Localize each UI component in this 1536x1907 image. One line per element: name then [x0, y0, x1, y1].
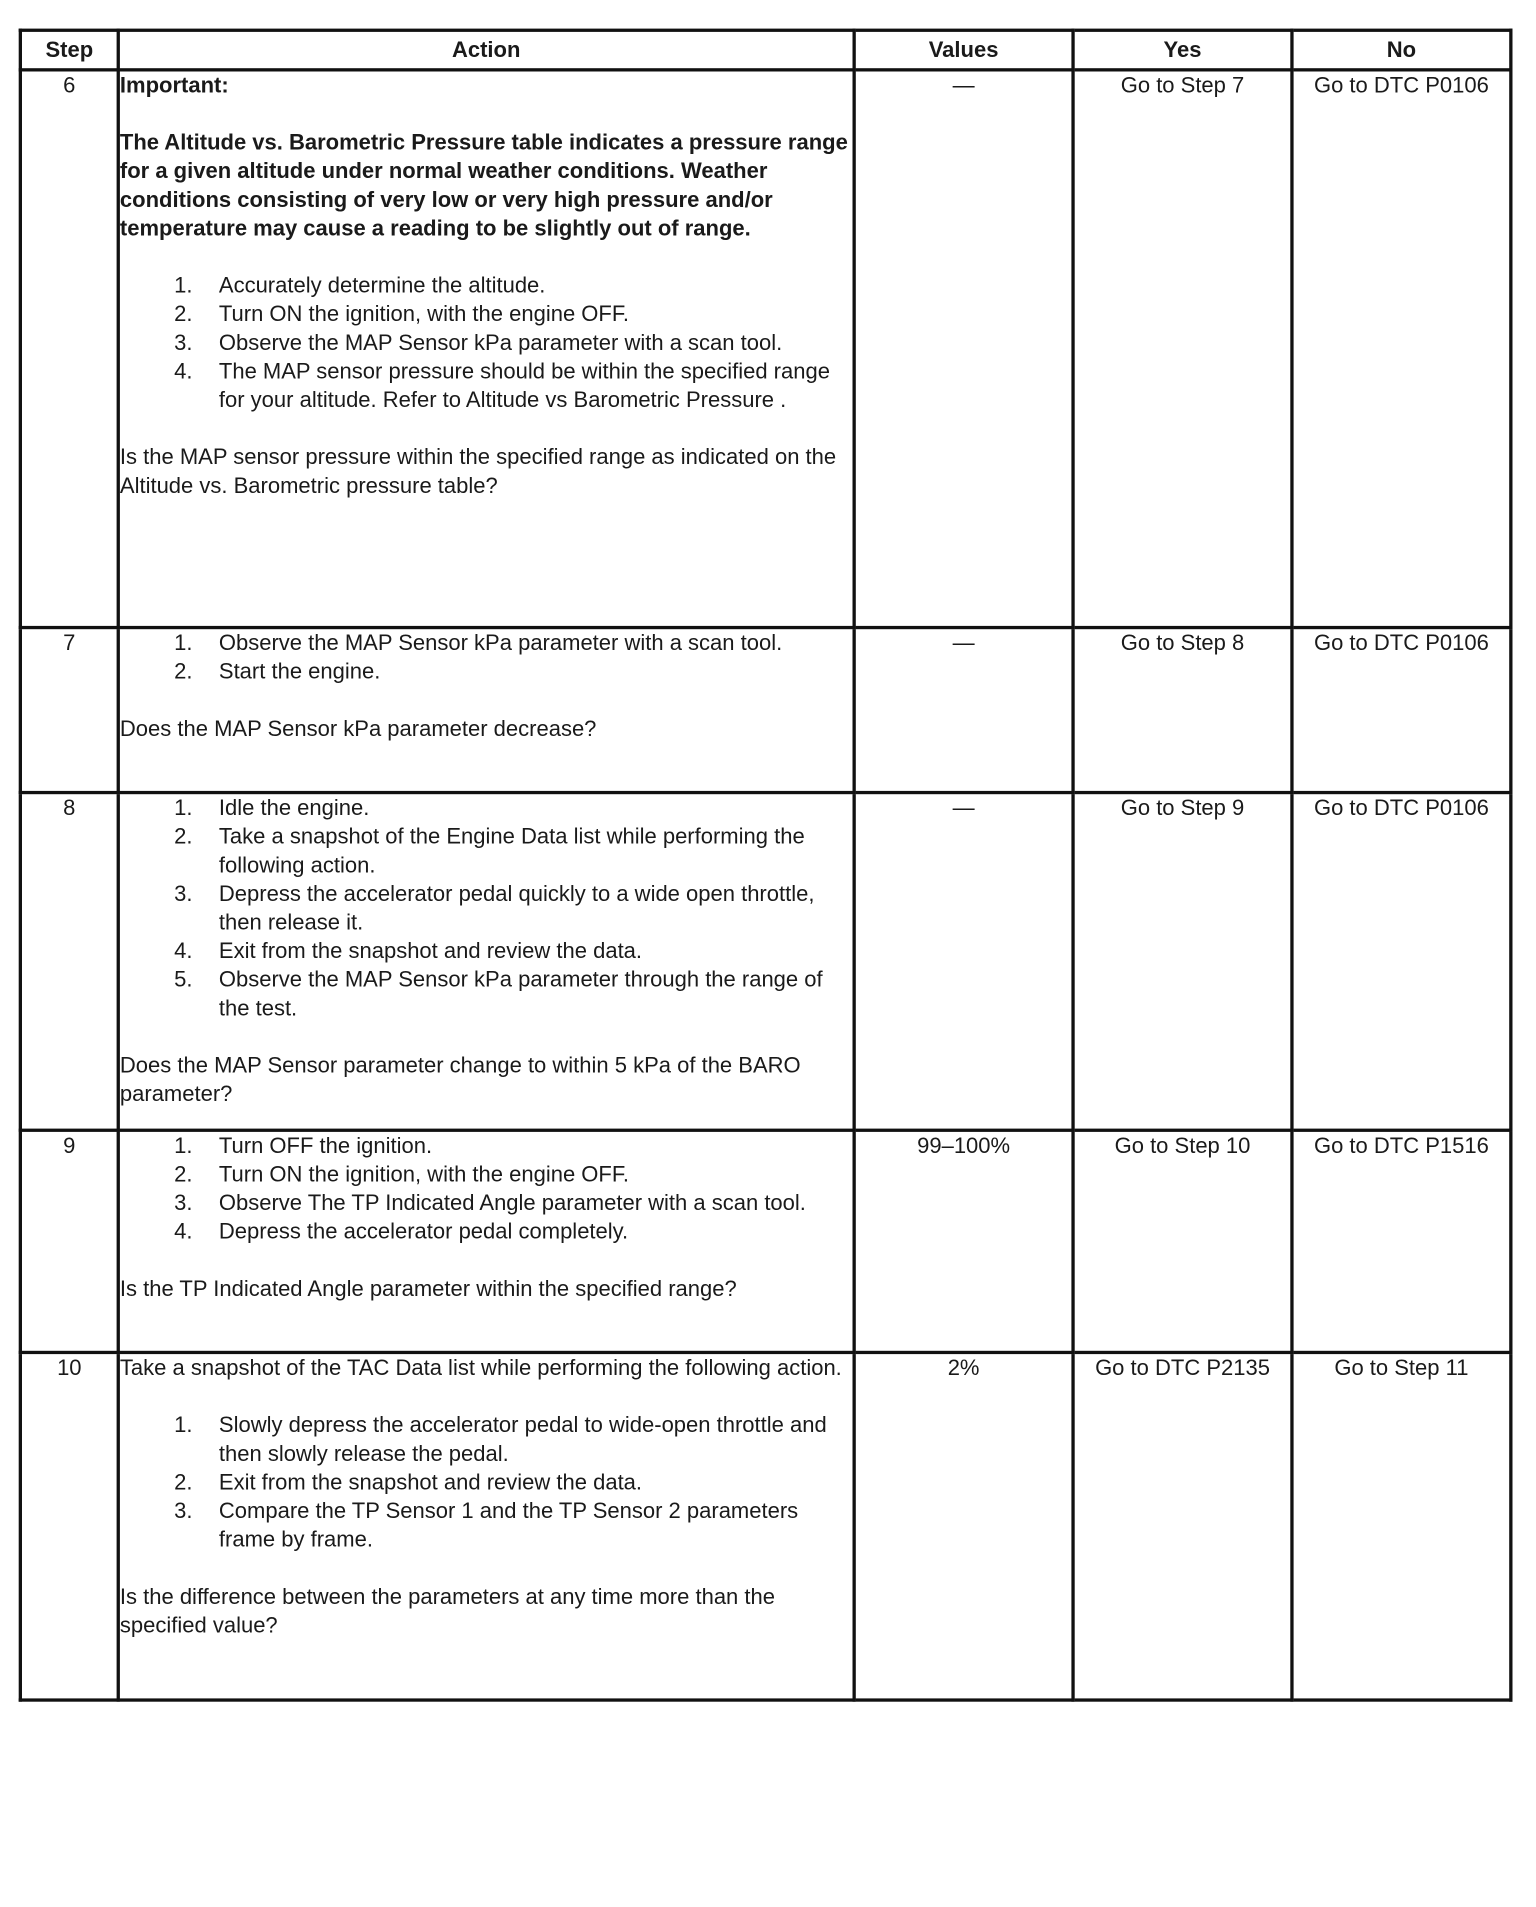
action-steps — [120, 794, 853, 1023]
header-no: No — [1292, 30, 1511, 70]
action-cell — [118, 1352, 854, 1700]
question-text: Is the MAP sensor pressure within the specified range as indicated on the Altitude vs. Barometric pressure table? — [119, 445, 837, 499]
list-item: 4. Exit from the snapshot and review the data. — [174, 939, 643, 964]
list-item: 3. Observe The TP Indicated Angle parameter with a scan tool. — [174, 1191, 806, 1216]
header-action: Action — [118, 30, 854, 70]
action-steps — [120, 1132, 853, 1246]
yes-cell: Go to Step 9 — [1073, 793, 1292, 1131]
question-text: Is the TP Indicated Angle parameter within the specified range? — [119, 1277, 737, 1302]
action-cell — [118, 1130, 854, 1352]
lead-text: Take a snapshot of the TAC Data list while performing the following action. — [119, 1356, 842, 1381]
list-item: 2. Turn ON the ignition, with the engine OFF. — [174, 1162, 629, 1187]
question-text: Does the MAP Sensor kPa parameter decrease? — [119, 717, 597, 742]
list-item: 2. Start the engine. — [174, 660, 381, 685]
yes-cell: Go to Step 10 — [1073, 1130, 1292, 1352]
values-cell: 99–100% — [854, 1130, 1073, 1352]
list-item: 2. Exit from the snapshot and review the data. — [174, 1470, 643, 1495]
action-cell — [118, 628, 854, 793]
step-number: 9 — [20, 1130, 118, 1352]
list-item: 1. Turn OFF the ignition. — [174, 1134, 433, 1159]
header-step: Step — [20, 30, 118, 70]
action-cell — [118, 793, 854, 1131]
table-row — [20, 628, 1511, 793]
question-text: Is the difference between the parameters at any time more than the specified value? — [119, 1585, 775, 1638]
header-row — [20, 30, 1511, 70]
list-item: 3. Observe the MAP Sensor kPa parameter with a scan tool. — [174, 331, 783, 356]
no-cell: Go to Step 11 — [1292, 1352, 1511, 1700]
yes-cell: Go to Step 7 — [1073, 70, 1292, 628]
yes-cell: Go to DTC P2135 — [1073, 1352, 1292, 1700]
list-item: 2. Turn ON the ignition, with the engine OFF. — [174, 302, 629, 327]
list-item: 1. Accurately determine the altitude. — [174, 273, 546, 299]
important-note: The Altitude vs. Barometric Pressure table indicates a pressure range for a given altitude under normal weather conditions. Weather conditions consisting of very low or very high pressure and/or temperature may cause a reading to be slightly out of range. — [119, 130, 848, 241]
list-item: 1. Slowly depress the accelerator pedal to wide-open throttle and then slowly release the pedal. — [174, 1413, 827, 1467]
diagnostic-table — [19, 29, 1513, 1702]
important-title: Important: — [119, 73, 229, 98]
header-yes: Yes — [1073, 30, 1292, 70]
list-item: 1. Observe the MAP Sensor kPa parameter with a scan tool. — [174, 631, 783, 656]
list-item: 1. Idle the engine. — [174, 796, 370, 821]
list-item: 3. Depress the accelerator pedal quickly to a wide open throttle, then release it. — [174, 882, 815, 935]
step-number: 6 — [20, 70, 118, 628]
list-item: 4. The MAP sensor pressure should be within the specified range for your altitude. Refer to Altitude vs Barometric Pressure . — [174, 359, 830, 413]
action-cell — [118, 70, 854, 628]
question-text: Does the MAP Sensor parameter change to within 5 kPa of the BARO parameter? — [119, 1053, 801, 1107]
step-number: 7 — [20, 628, 118, 793]
action-steps — [120, 629, 853, 686]
no-cell: Go to DTC P0106 — [1292, 70, 1511, 628]
list-item: 5. Observe the MAP Sensor kPa parameter through the range of the test. — [174, 968, 823, 1021]
table-row — [20, 1130, 1511, 1352]
table-row — [20, 1352, 1511, 1700]
list-item: 3. Compare the TP Sensor 1 and the TP Sensor 2 parameters frame by frame. — [174, 1499, 799, 1553]
step-number: 8 — [20, 793, 118, 1131]
table-row — [20, 793, 1511, 1131]
no-cell: Go to DTC P0106 — [1292, 628, 1511, 793]
list-item: 2. Take a snapshot of the Engine Data list while performing the following action. — [174, 825, 805, 878]
yes-cell: Go to Step 8 — [1073, 628, 1292, 793]
no-cell: Go to DTC P1516 — [1292, 1130, 1511, 1352]
table-row — [20, 70, 1511, 628]
no-cell: Go to DTC P0106 — [1292, 793, 1511, 1131]
list-item: 4. Depress the accelerator pedal completely. — [174, 1219, 629, 1245]
values-cell: — — [854, 70, 1073, 628]
step-number: 10 — [20, 1352, 118, 1700]
values-cell: 2% — [854, 1352, 1073, 1700]
values-cell: — — [854, 628, 1073, 793]
action-steps — [120, 1411, 853, 1554]
values-cell: — — [854, 793, 1073, 1131]
header-values: Values — [854, 30, 1073, 70]
action-steps — [120, 272, 853, 415]
